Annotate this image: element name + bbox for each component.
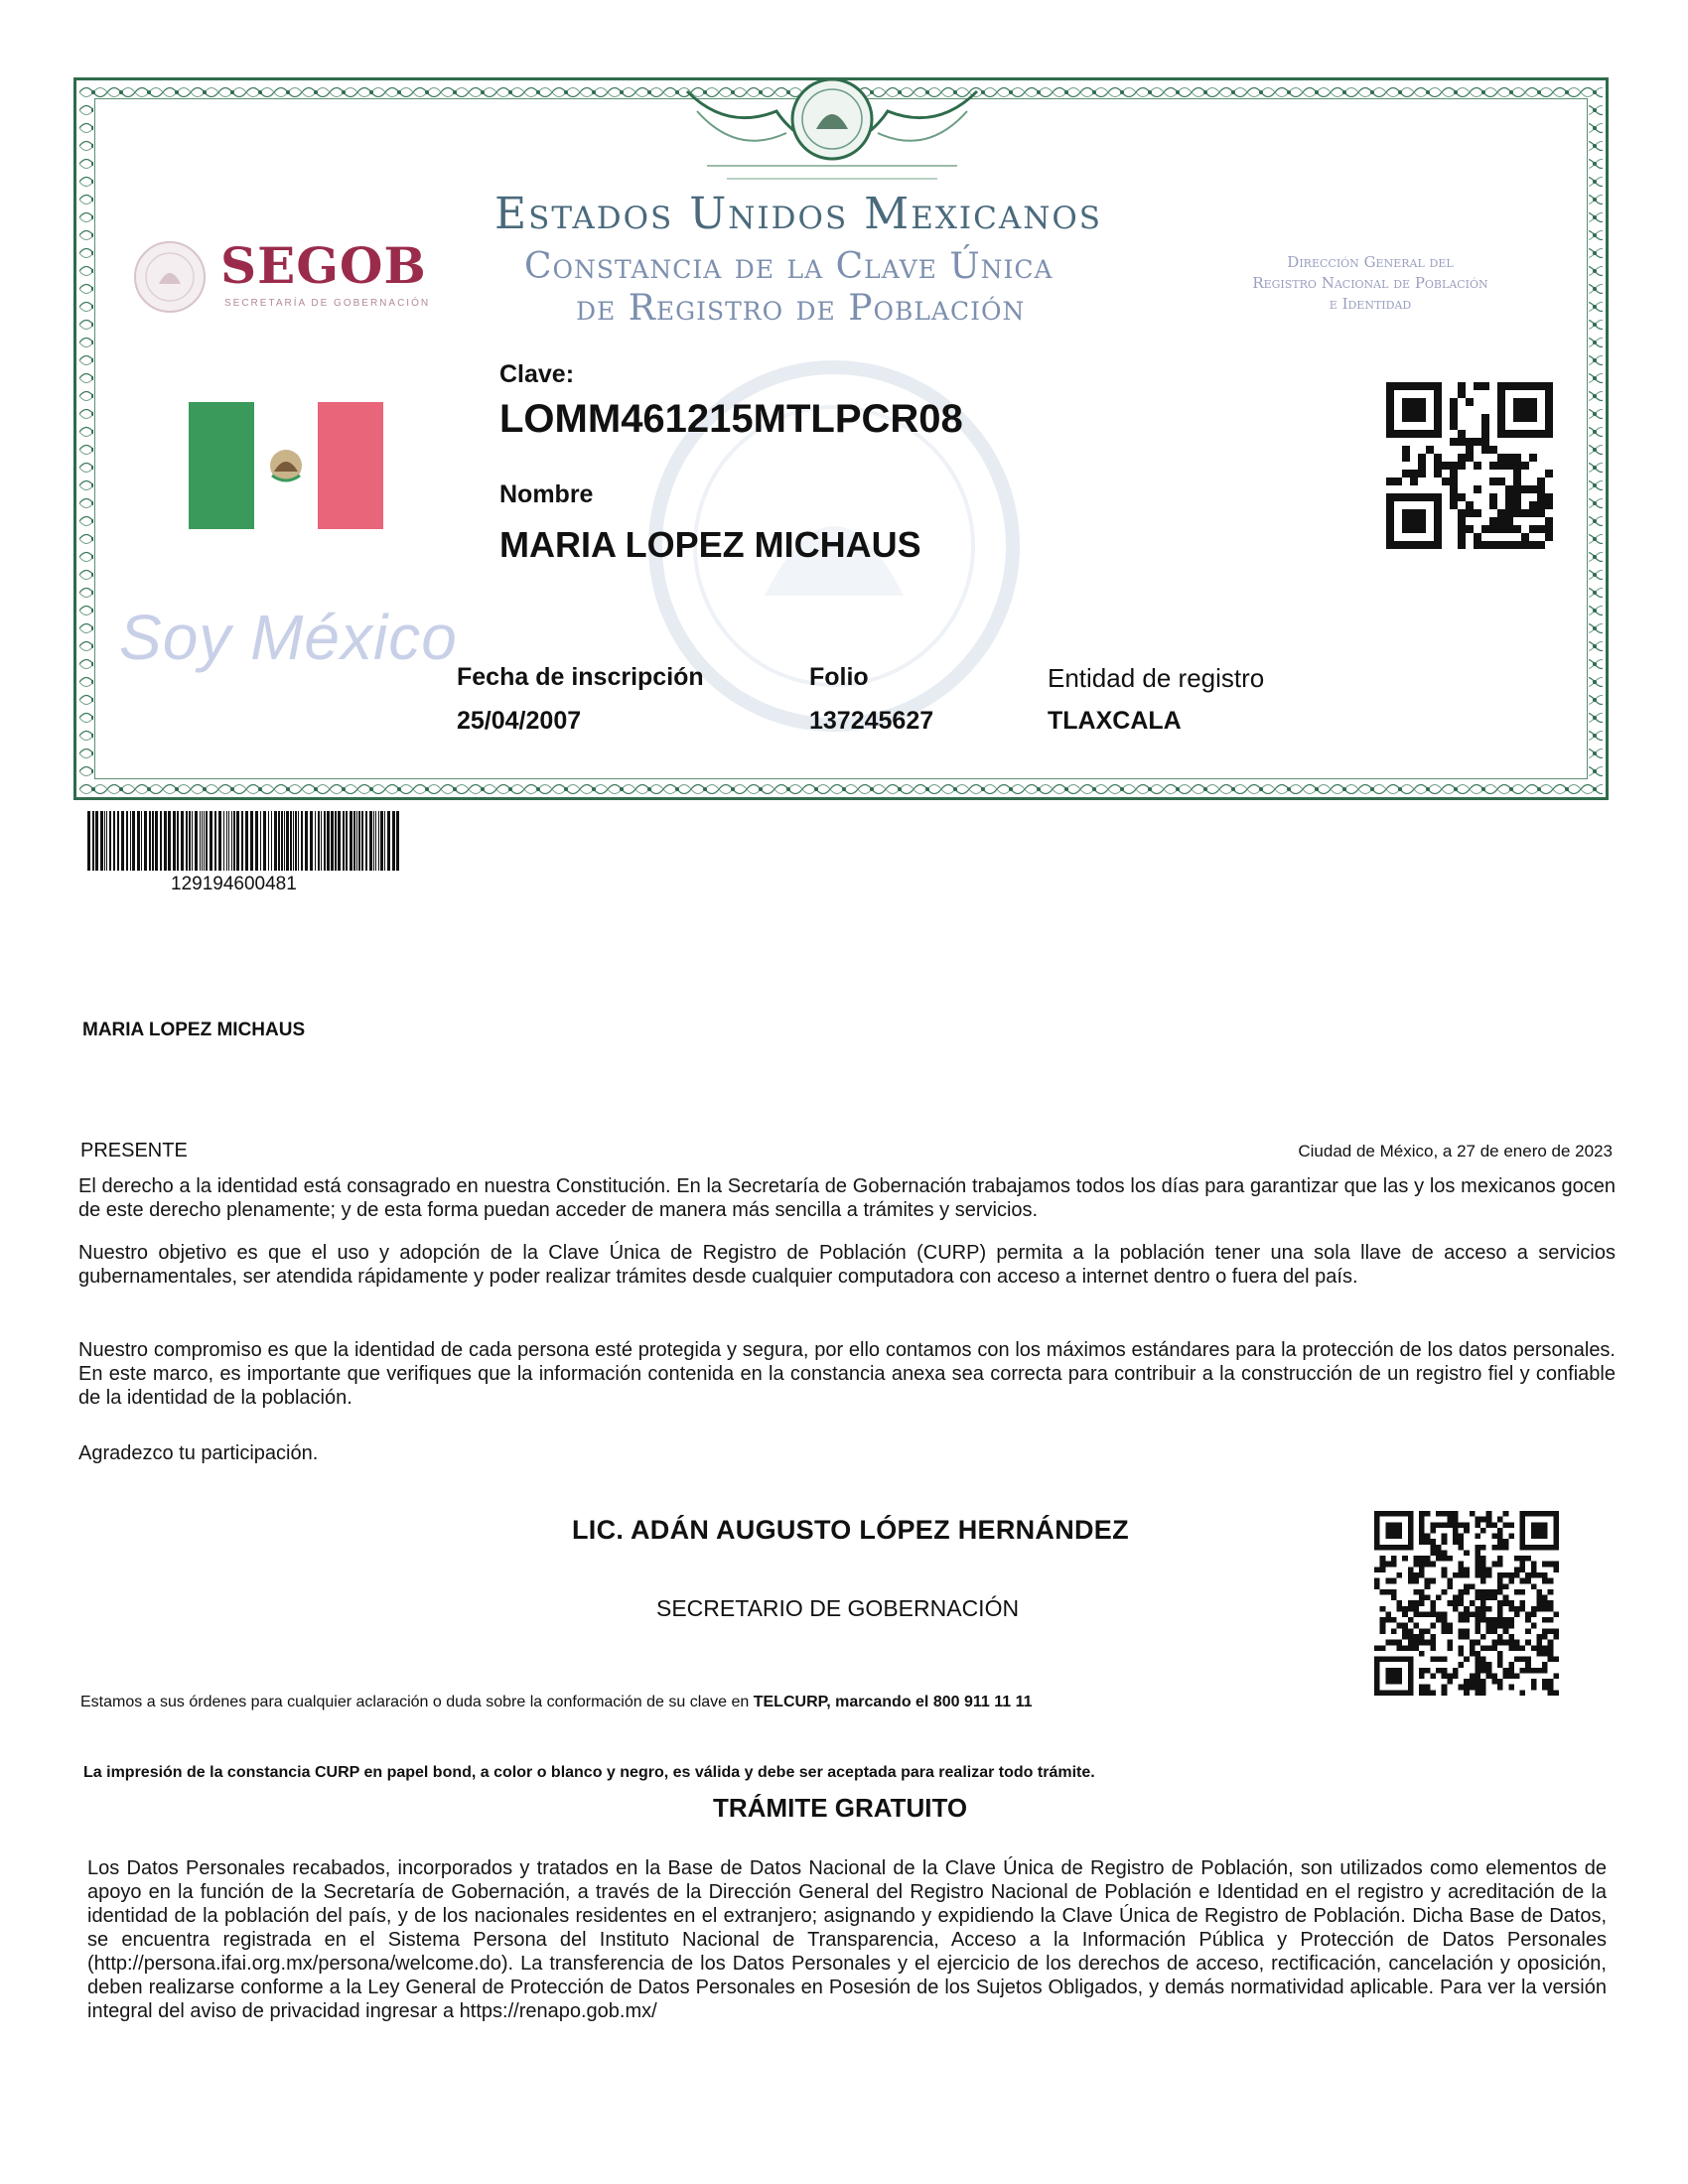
barcode bbox=[85, 811, 403, 871]
document-title: Estados Unidos Mexicanos bbox=[494, 189, 1103, 239]
qr-code-icon bbox=[1386, 382, 1553, 549]
coat-of-arms-ornament bbox=[667, 71, 997, 189]
telcurp-note bbox=[80, 1694, 1033, 1711]
segob-seal-icon bbox=[131, 238, 209, 316]
folio-value: 137245627 bbox=[809, 707, 934, 735]
letter-addressee: MARIA LOPEZ MICHAUS bbox=[82, 1020, 306, 1040]
barcode-number: 129194600481 bbox=[171, 874, 297, 894]
signer-name: LIC. ADÁN AUGUSTO LÓPEZ HERNÁNDEZ bbox=[572, 1515, 1129, 1545]
document-subtitle-line1: Constancia de la Clave Única bbox=[524, 246, 1054, 287]
clave-label: Clave: bbox=[499, 360, 575, 388]
telcurp-text: Estamos a sus órdenes para cualquier aclaración o duda sobre la conformación de su clave en bbox=[80, 1694, 754, 1710]
nombre-label: Nombre bbox=[499, 480, 594, 508]
issuing-office-line2: Registro Nacional de Población bbox=[1252, 274, 1488, 292]
segob-logo: SEGOB bbox=[220, 236, 427, 295]
letter-place-date: Ciudad de México, a 27 de enero de 2023 bbox=[1298, 1142, 1613, 1160]
letter-paragraph-1: El derecho a la identidad está consagrado en nuestra Constitución. En la Secretaría de Gobernación trabajamos todos los días para garantizar que las y los mexicanos gocen de este derecho plenamente; y de esta forma puedan acceder de manera más sencilla a trámites y servicios. bbox=[78, 1175, 1616, 1221]
issuing-office-line1: Dirección General del bbox=[1287, 253, 1454, 271]
mexico-flag-icon bbox=[189, 402, 383, 529]
fecha-inscripcion-label: Fecha de inscripción bbox=[457, 663, 704, 691]
soy-mexico-watermark: Soy México bbox=[119, 602, 458, 673]
letter-paragraph-2: Nuestro objetivo es que el uso y adopción de la Clave Única de Registro de Población (CURP) permita a la población tener una sola llave de acceso a servicios gubernamentales, ser atendida rápidamente y poder realizar trámites desde cualquier computadora con acceso a internet dentro o fuera del país. bbox=[78, 1242, 1616, 1288]
privacy-notice: Los Datos Personales recabados, incorporados y tratados en la Base de Datos Nacional de la Clave Única de Registro de Población, son utilizados como elementos de apoyo en la función de la Secretaría de Gobernación, a través de la Dirección General del Registro Nacional de Población e Identidad en el registro y acreditación de la identidad de la población del país, y de los nacionales residentes en el extranjero; asignando y expidiendo la Clave Única de Registro de Población. Dicha Base de Datos, se encuentra registrada en el Sistema Persona del Instituto Nacional de Transparencia, Acceso a la Información Pública y Protección de Datos Personales (http://persona.ifai.org.mx/persona/welcome.do). La transferencia de los Datos Personales y el ejercicio de los derechos de acceso, rectificación, cancelación y oposición, deben realizarse conforme a la Ley General de Protección de Datos Personales en Posesión de los Sujetos Obligados, y demás normatividad aplicable. Para ver la versión integral del aviso de privacidad ingresar a https://renapo.gob.mx/ bbox=[87, 1857, 1607, 2022]
impresion-note: La impresión de la constancia CURP en papel bond, a color o blanco y negro, es válida y debe ser aceptada para realizar todo trámite. bbox=[83, 1764, 1095, 1781]
entidad-registro-value: TLAXCALA bbox=[1048, 707, 1182, 735]
tramite-gratuito: TRÁMITE GRATUITO bbox=[713, 1793, 968, 1823]
telcurp-phone: TELCURP, marcando el 800 911 11 11 bbox=[753, 1694, 1033, 1710]
nombre-value: MARIA LOPEZ MICHAUS bbox=[499, 524, 921, 565]
segob-subtitle: SECRETARÍA DE GOBERNACIÓN bbox=[224, 298, 431, 309]
letter-paragraph-3: Nuestro compromiso es que la identidad de cada persona esté protegida y segura, por ello contamos con los máximos estándares para la protección de los datos personales. En este marco, es importante que verifiques que la información contenida en la constancia anexa sea correcta para contribuir a la construcción de un registro fiel y confiable de la identidad de la población. bbox=[78, 1339, 1616, 1409]
folio-label: Folio bbox=[809, 663, 869, 691]
clave-value: LOMM461215MTLPCR08 bbox=[499, 397, 963, 441]
fecha-inscripcion-value: 25/04/2007 bbox=[457, 707, 582, 735]
letter-greeting: PRESENTE bbox=[80, 1140, 188, 1161]
document-subtitle-line2: de Registro de Población bbox=[576, 288, 1026, 329]
entidad-registro-label: Entidad de registro bbox=[1048, 663, 1265, 693]
letter-closing: Agradezco tu participación. bbox=[78, 1442, 319, 1464]
qr-code-icon-letter bbox=[1374, 1511, 1559, 1696]
issuing-office-line3: e Identidad bbox=[1329, 295, 1412, 313]
signer-title: SECRETARIO DE GOBERNACIÓN bbox=[656, 1595, 1020, 1621]
